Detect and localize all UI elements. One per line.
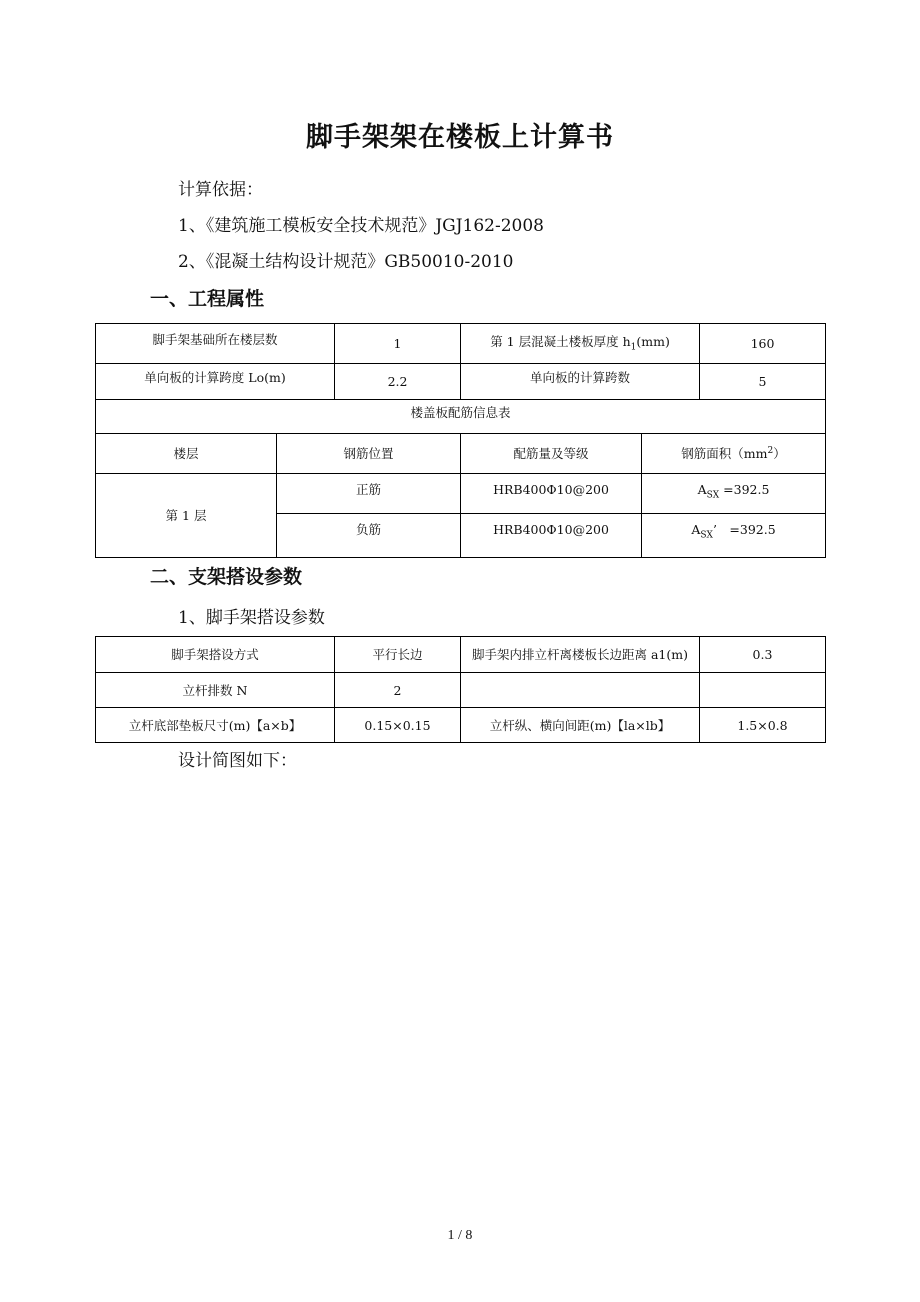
subsection-heading: 1、脚手架搭设参数 (178, 608, 325, 628)
table-cell: 160 (700, 324, 826, 364)
table-cell (642, 514, 826, 558)
basis-item-1: 1、《建筑施工模板安全技术规范》JGJ162-2008 (178, 216, 544, 236)
table-cell (642, 474, 826, 514)
cell-text: 钢筋面积（mm (681, 446, 768, 462)
project-attributes-table (95, 323, 826, 558)
table-cell: 立杆纵、横向间距(m)【la×lb】 (461, 708, 700, 743)
cell-superscript: 2 (767, 445, 774, 456)
cell-text: A (691, 522, 701, 537)
cell-subscript: SX (706, 490, 720, 501)
table-cell: 1 (335, 324, 461, 364)
basis-item-2: 2、《混凝土结构设计规范》GB50010-2010 (178, 252, 514, 272)
page-number: 1 / 8 (447, 1228, 473, 1243)
table-cell: 2 (335, 673, 461, 708)
section-heading-support-params: 二、支架搭设参数 (150, 566, 303, 588)
floor-cell: 第 1 层 (96, 474, 277, 558)
table-row (96, 364, 826, 400)
diagram-caption: 设计简图如下： (178, 751, 297, 771)
document-title: 脚手架架在楼板上计算书 (306, 122, 614, 153)
table-cell: 1.5×0.8 (700, 708, 826, 743)
cell-text: A (697, 482, 707, 497)
table-cell: 单向板的计算跨度 Lo(m) (96, 364, 335, 400)
table-cell: 平行长边 (335, 637, 461, 673)
table-cell: 2.2 (335, 364, 461, 400)
table-row (96, 673, 826, 708)
cell-subscript: SX (700, 530, 713, 541)
rebar-table-title: 楼盖板配筋信息表 (96, 400, 826, 434)
table-row (96, 637, 826, 673)
table-cell (461, 673, 700, 708)
table-header-cell: 配筋量及等级 (461, 434, 642, 474)
table-cell: 立杆排数 N (96, 673, 335, 708)
table-cell: 正筋 (277, 474, 461, 514)
table-row (96, 708, 826, 743)
table-row (96, 400, 826, 434)
table-cell (461, 324, 700, 364)
cell-text: 第 1 层混凝土楼板厚度 h (490, 333, 631, 349)
table-cell: 脚手架基础所在楼层数 (96, 324, 335, 364)
cell-text: =392.5 (719, 482, 770, 497)
cell-text: ’ =392.5 (712, 522, 776, 537)
table-cell: 单向板的计算跨数 (461, 364, 700, 400)
table-cell: 0.15×0.15 (335, 708, 461, 743)
table-cell: 立杆底部垫板尺寸(m)【a×b】 (96, 708, 335, 743)
table-header-cell: 楼层 (96, 434, 277, 474)
basis-heading: 计算依据： (178, 180, 263, 200)
table-cell: 脚手架搭设方式 (96, 637, 335, 673)
table-row (96, 324, 826, 364)
cell-subscript: 1 (630, 342, 637, 353)
cell-text: (mm) (636, 333, 670, 349)
table-header-cell: 钢筋位置 (277, 434, 461, 474)
table-cell (700, 673, 826, 708)
section-heading-project-attributes: 一、工程属性 (150, 288, 265, 310)
table-cell: HRB400Φ10@200 (461, 474, 642, 514)
table-cell: HRB400Φ10@200 (461, 514, 642, 558)
table-row (96, 474, 826, 514)
cell-text: ） (773, 446, 786, 462)
table-header-cell (642, 434, 826, 474)
table-cell: 负筋 (277, 514, 461, 558)
table-cell: 0.3 (700, 637, 826, 673)
table-header-row (96, 434, 826, 474)
table-cell: 脚手架内排立杆离楼板长边距离 a1(m) (461, 637, 700, 673)
table-cell: 5 (700, 364, 826, 400)
scaffold-params-table (95, 636, 826, 743)
